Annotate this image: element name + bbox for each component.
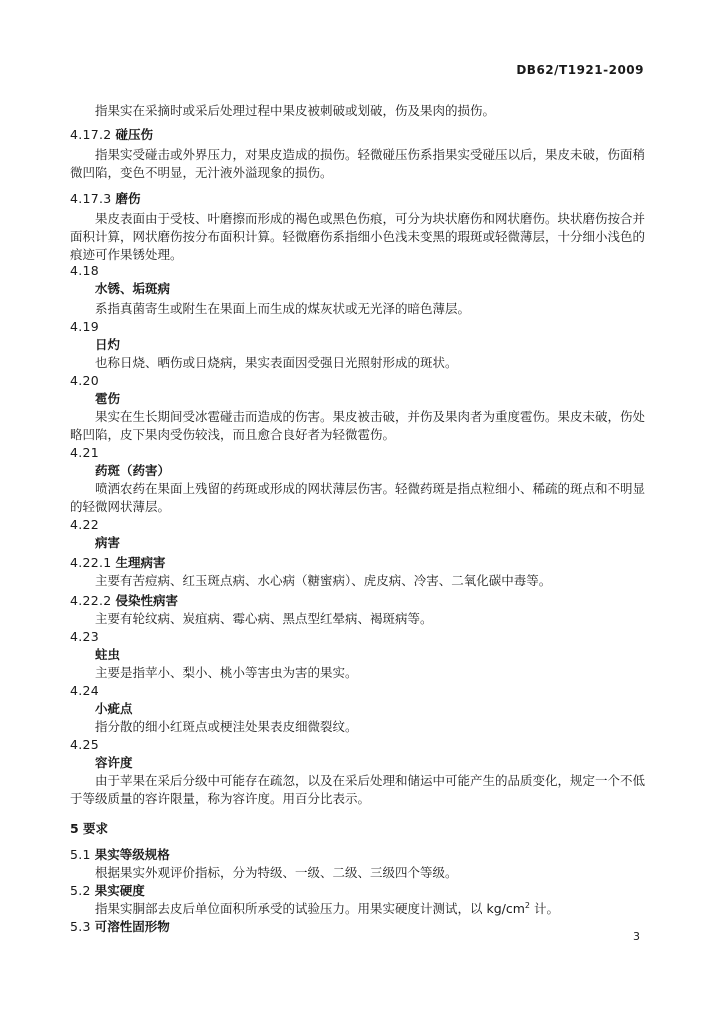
text-line: 主要有苦痘病、红玉斑点病、水心病（糖蜜病）、虎皮病、冷害、二氧化碳中毒等。 bbox=[95, 573, 552, 588]
term-title: 小疵点 bbox=[95, 701, 133, 716]
text-line bbox=[95, 210, 646, 228]
section-number-4-20: 4.20 bbox=[70, 373, 100, 388]
text-line: 系指真菌寄生或附生在果面上而生成的煤灰状或无光泽的暗色薄层。 bbox=[95, 301, 471, 316]
text-line: 指分散的细小红斑点或梗洼处果表皮细微裂纹。 bbox=[95, 719, 358, 734]
page-number: 3 bbox=[633, 930, 640, 943]
section-number: 5.2 bbox=[70, 883, 91, 898]
section-title: 磨伤 bbox=[115, 191, 141, 206]
text-line bbox=[95, 480, 646, 498]
section-number: 4.17.3 bbox=[70, 191, 112, 206]
section-heading-4-17-2 bbox=[70, 126, 153, 144]
text-line-content: 计。 bbox=[530, 901, 559, 916]
text-line: 也称日烧、晒伤或日烧病，果实表面因受强日光照射形成的斑状。 bbox=[95, 355, 458, 370]
section-number-4-22: 4.22 bbox=[70, 517, 100, 532]
text-line bbox=[95, 408, 646, 426]
text-line: 微凹陷，变色不明显，无汁液外溢现象的损伤。 bbox=[70, 165, 333, 180]
text-line: 的轻微网状薄层。 bbox=[70, 499, 171, 514]
section-number: 4.22.2 bbox=[70, 593, 112, 608]
superscript: 2 bbox=[524, 900, 531, 910]
text-line bbox=[70, 228, 646, 246]
term-title: 雹伤 bbox=[95, 391, 121, 406]
section-heading-5-2 bbox=[70, 882, 145, 900]
text-line bbox=[95, 900, 559, 918]
section-heading-4-22-1 bbox=[70, 554, 166, 572]
term-title: 水锈、垢斑病 bbox=[95, 281, 171, 296]
section-number: 5 bbox=[70, 821, 79, 836]
text-line bbox=[95, 772, 646, 790]
section-heading-5-3 bbox=[70, 918, 170, 936]
text-line-content: 果实在生长期间受冰雹碰击而造成的伤害。果皮被击破，并伤及果肉者为重度雹伤。果皮未破，伤处 bbox=[95, 409, 646, 424]
text-line-content: 果皮表面由于受枝、叶磨擦而形成的褐色或黑色伤痕，可分为块状磨伤和网状磨伤。块状磨伤按合并 bbox=[95, 211, 646, 226]
section-number-4-24: 4.24 bbox=[70, 683, 100, 698]
text-line-content: 面积计算，网状磨伤按分布面积计算。轻微磨伤系指细小色浅未变黑的瑕斑或轻微薄层，十分细小浅色的 bbox=[70, 229, 646, 244]
section-title: 碰压伤 bbox=[115, 127, 154, 142]
section-number: 5.1 bbox=[70, 847, 91, 862]
term-title: 蛀虫 bbox=[95, 647, 121, 662]
text-line: 略凹陷，皮下果肉受伤较浅，而且愈合良好者为轻微雹伤。 bbox=[70, 427, 396, 442]
section-number: 4.17.2 bbox=[70, 127, 112, 142]
document-number-header: DB62/T1921-2009 bbox=[516, 63, 644, 77]
section-number-4-18: 4.18 bbox=[70, 263, 100, 278]
section-heading-4-17-3 bbox=[70, 190, 141, 208]
section-title: 可溶性固形物 bbox=[94, 919, 170, 934]
section-number-4-21: 4.21 bbox=[70, 445, 100, 460]
text-line: 于等级质量的容许限量，称为容许度。用百分比表示。 bbox=[70, 791, 371, 806]
section-number-4-19: 4.19 bbox=[70, 319, 100, 334]
term-title: 日灼 bbox=[95, 337, 121, 352]
term-title: 容许度 bbox=[95, 755, 133, 770]
section-title: 要求 bbox=[82, 821, 108, 836]
section-heading-5 bbox=[70, 820, 108, 838]
text-line-content: 指果实受碰击或外界压力，对果皮造成的损伤。轻微碰压伤系指果实受碰压以后，果皮未破，伤面稍 bbox=[95, 147, 646, 162]
text-line: 主要有轮纹病、炭疽病、霉心病、黑点型红晕病、褐斑病等。 bbox=[95, 611, 433, 626]
section-title: 果实等级规格 bbox=[94, 847, 170, 862]
text-line: 根据果实外观评价指标，分为特级、一级、二级、三级四个等级。 bbox=[95, 865, 458, 880]
section-number: 4.22.1 bbox=[70, 555, 112, 570]
section-heading-4-22-2 bbox=[70, 592, 178, 610]
text-line: 主要是指苹小、梨小、桃小等害虫为害的果实。 bbox=[95, 665, 358, 680]
section-heading-5-1 bbox=[70, 846, 170, 864]
section-number: 5.3 bbox=[70, 919, 91, 934]
section-number-4-25: 4.25 bbox=[70, 737, 100, 752]
section-title: 果实硬度 bbox=[94, 883, 145, 898]
section-title: 生理病害 bbox=[115, 555, 166, 570]
term-title: 药斑（药害） bbox=[95, 463, 171, 478]
text-line bbox=[95, 146, 646, 164]
section-title: 侵染性病害 bbox=[115, 593, 179, 608]
section-number-4-23: 4.23 bbox=[70, 629, 100, 644]
text-line: 痕迹可作果锈处理。 bbox=[70, 247, 183, 262]
text-line: 指果实在采摘时或采后处理过程中果皮被刺破或划破，伤及果肉的损伤。 bbox=[95, 103, 496, 118]
text-line-content: 由于苹果在采后分级中可能存在疏忽，以及在采后处理和储运中可能产生的品质变化，规定一个不低 bbox=[95, 773, 646, 788]
term-title: 病害 bbox=[95, 535, 121, 550]
text-line-content: 指果实胴部去皮后单位面积所承受的试验压力。用果实硬度计测试，以 kg/cm bbox=[95, 901, 525, 916]
text-line-content: 喷洒农药在果面上残留的药斑或形成的网状薄层伤害。轻微药斑是指点粒细小、稀疏的斑点和不明显 bbox=[95, 481, 646, 496]
